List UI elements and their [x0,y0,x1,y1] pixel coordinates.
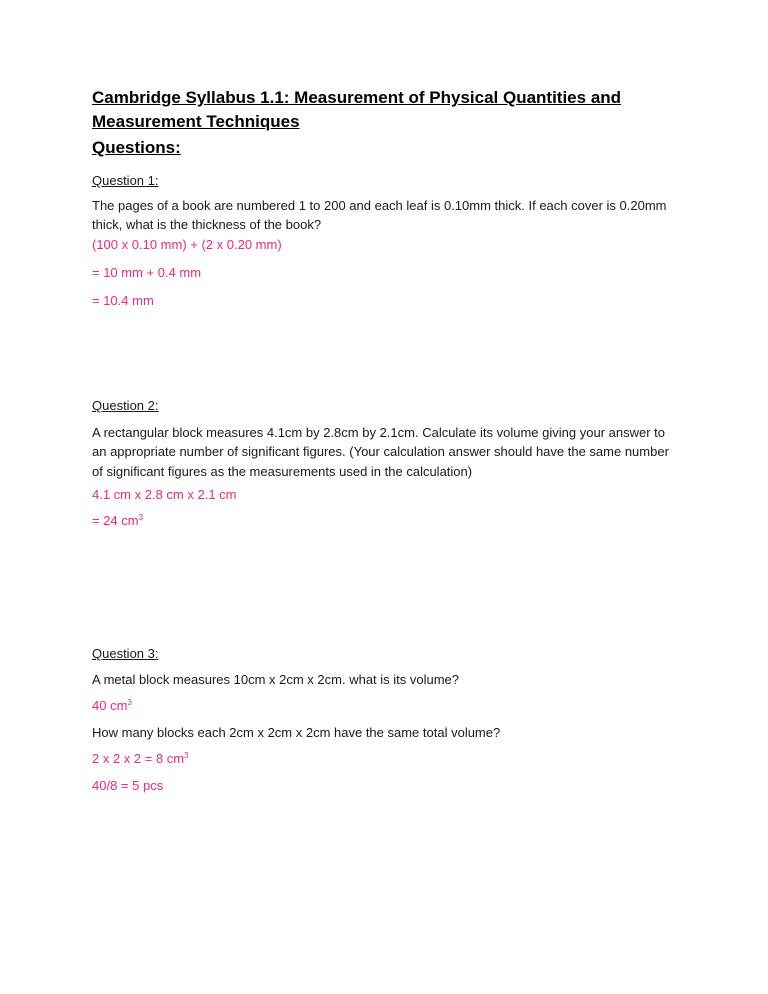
question-1-label: Question 1: [92,173,159,188]
document-title-line-2: Measurement Techniques [92,112,300,131]
question-3-prompt-1: A metal block measures 10cm x 2cm x 2cm. what is its volume? [92,672,460,687]
question-1-prompt-line-2: thick, what is the thickness of the book? [92,217,322,232]
section-heading: Questions: [92,138,181,157]
question-1-answer-line-2: = 10 mm + 0.4 mm [92,265,202,280]
question-1-prompt-line-1: The pages of a book are numbered 1 to 200 and each leaf is 0.10mm thick. If each cover is 0.20mm [92,198,667,213]
question-2-answer-line-1: 4.1 cm x 2.8 cm x 2.1 cm [92,487,237,502]
question-2-label: Question 2: [92,398,159,413]
question-2-prompt-line-3: of significant figures as the measurements used in the calculation) [92,464,473,479]
question-2-prompt-line-2: an appropriate number of significant figures. (Your calculation answer should have the same number [92,444,669,459]
document-title-line-1: Cambridge Syllabus 1.1: Measurement of Physical Quantities and [92,88,622,107]
question-2-answer-line-2: = 24 $cm^3$ [92,513,144,528]
question-3-label: Question 3: [92,646,159,661]
question-3-prompt-2: How many blocks each 2cm x 2cm x 2cm have the same total volume? [92,725,501,740]
question-1-answer-line-3: = 10.4 mm [92,293,154,308]
question-2-prompt-line-1: A rectangular block measures 4.1cm by 2.8cm by 2.1cm. Calculate its volume giving your answer to [92,425,665,440]
question-3-answer-2: 2 x 2 x 2 = 8 $cm^3$ [92,751,189,766]
question-3-answer-3: 40/8 = 5 pcs [92,778,164,793]
question-1-answer-line-1: (100 x 0.10 mm) + (2 x 0.20 mm) [92,237,282,252]
question-3-answer-1: 40 $cm^3$ [92,698,132,713]
